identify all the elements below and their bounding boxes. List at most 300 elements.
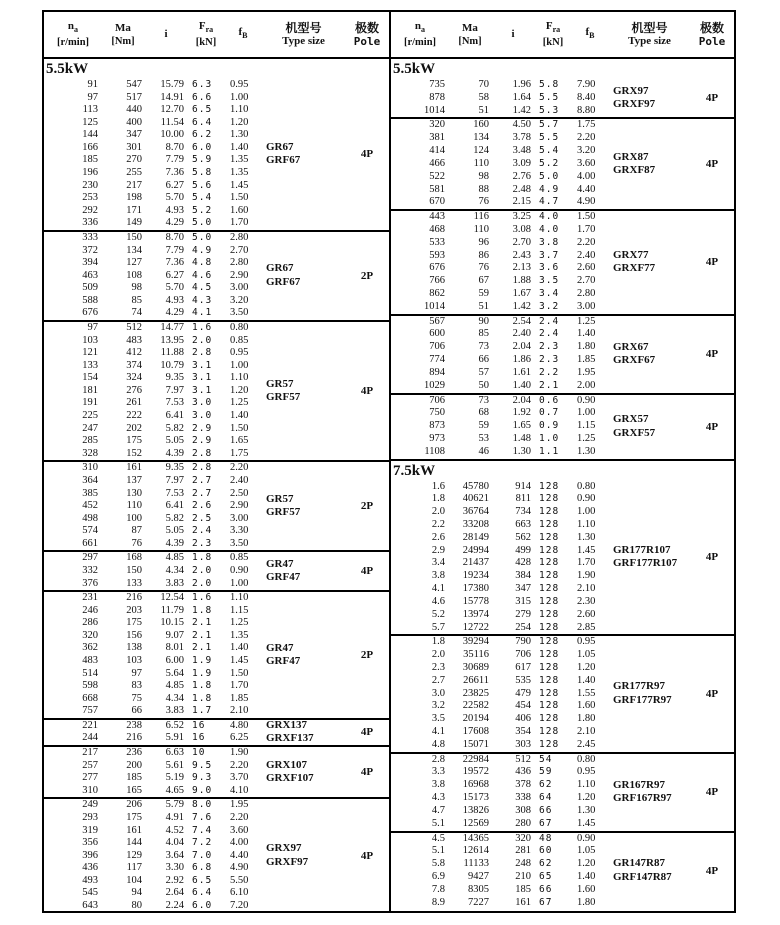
value-i: 5.82: [165, 512, 184, 524]
value-fra: 2.9: [192, 422, 213, 434]
value-ma: 30689: [462, 661, 489, 673]
table-left-half: [44, 12, 389, 911]
value-na: 225: [82, 410, 98, 422]
value-na: 285: [82, 435, 98, 447]
value-i: 2.64: [165, 887, 184, 899]
value-fra: 2.6: [192, 500, 213, 512]
value-ma: 68: [478, 407, 489, 419]
value-na: 593: [429, 249, 445, 261]
value-na: 676: [429, 262, 445, 274]
value-fra: 2.1: [539, 379, 560, 391]
value-i: 617: [515, 661, 531, 673]
value-fb: 1.10: [230, 104, 249, 116]
value-fra: 2.7: [192, 487, 213, 499]
value-ma: 87: [131, 525, 142, 537]
pole-value: 4P: [705, 864, 719, 877]
value-na: 1.6: [431, 480, 445, 492]
value-i: 6.41: [165, 410, 184, 422]
value-i: 3.08: [512, 223, 531, 235]
value-i: 7.79: [165, 154, 184, 166]
value-i: 3.78: [512, 132, 531, 144]
value-fb: 1.40: [230, 141, 249, 153]
value-fra: 6.3: [192, 79, 213, 90]
value-na: 247: [82, 422, 98, 434]
value-ma: 412: [126, 347, 142, 359]
value-ma: 15778: [462, 595, 489, 607]
pole-value: 4P: [705, 551, 719, 564]
value-na: 5.8: [431, 858, 445, 870]
value-na: 643: [82, 900, 98, 911]
value-i: 9.35: [165, 462, 184, 474]
value-ma: 22984: [462, 753, 489, 765]
value-na: 862: [429, 288, 445, 299]
value-fra: 3.7: [539, 249, 560, 261]
value-ma: 17608: [462, 726, 489, 737]
value-i: 185: [515, 883, 531, 895]
value-fb: 4.00: [230, 837, 249, 849]
value-fb: 2.80: [577, 288, 596, 299]
value-i: 562: [515, 531, 531, 543]
value-ma: 90: [478, 315, 489, 327]
value-ma: 74: [131, 307, 142, 319]
value-i: 303: [515, 738, 531, 750]
value-i: 5.70: [165, 192, 184, 204]
value-fra: 4.9: [192, 244, 213, 256]
value-fra: 54: [539, 753, 553, 765]
type-size-label: GRF47: [266, 655, 301, 668]
value-ma: 198: [126, 192, 142, 204]
value-na: 364: [82, 474, 98, 486]
value-i: 14.77: [160, 321, 184, 333]
value-ma: 8305: [468, 883, 489, 895]
value-ma: 66: [478, 354, 489, 366]
value-fra: 3.1: [192, 372, 213, 384]
value-i: 4.65: [165, 784, 184, 796]
spec-block: [44, 797, 389, 911]
value-fra: 128: [539, 544, 560, 556]
value-fra: 5.6: [192, 179, 213, 191]
type-size-cell: [262, 747, 345, 797]
value-i: 428: [515, 557, 531, 569]
value-na: 774: [429, 354, 445, 366]
value-fb: 2.20: [577, 132, 596, 144]
type-size-label: GRXF87: [613, 164, 656, 177]
value-na: 166: [82, 141, 98, 153]
header-pole-column: 极数 Pole: [353, 20, 381, 48]
value-fb: 3.60: [230, 824, 249, 836]
value-fb: 0.85: [230, 552, 249, 564]
value-na: 191: [82, 397, 98, 409]
value-i: 4.39: [165, 447, 184, 459]
header-torque-column: Ma [Nm]: [458, 21, 482, 47]
value-na: 706: [429, 394, 445, 406]
value-ma: 13826: [462, 804, 489, 816]
table-header-left: [44, 12, 389, 59]
value-na: 1014: [424, 104, 445, 116]
value-fra: 2.2: [539, 366, 560, 378]
value-na: 372: [82, 244, 98, 256]
value-fra: 2.7: [192, 474, 213, 486]
value-ma: 88: [478, 183, 489, 195]
value-fra: 7.6: [192, 811, 213, 823]
value-ma: 51: [478, 300, 489, 312]
value-fra: 128: [539, 570, 560, 582]
value-fra: 5.5: [539, 91, 560, 103]
value-fra: 2.3: [539, 354, 560, 366]
value-i: 1.65: [512, 420, 531, 432]
value-ma: 58: [478, 91, 489, 103]
value-na: 2.0: [431, 506, 445, 518]
value-i: 3.25: [512, 211, 531, 223]
spec-block: [44, 230, 389, 320]
type-size-cell: [609, 636, 690, 751]
value-ma: 276: [126, 384, 142, 396]
value-ma: 96: [478, 236, 489, 248]
value-ma: 12569: [462, 817, 489, 829]
value-ma: 168: [126, 552, 142, 564]
value-ma: 70: [478, 79, 489, 90]
value-ma: 14365: [462, 832, 489, 844]
value-ma: 270: [126, 154, 142, 166]
value-na: 545: [82, 887, 98, 899]
value-na: 376: [82, 577, 98, 589]
value-i: 4.29: [165, 217, 184, 229]
type-size-label: GRF57: [266, 506, 301, 519]
value-fb: 5.50: [230, 874, 249, 886]
value-i: 1.88: [512, 275, 531, 287]
value-ma: 59: [478, 288, 489, 299]
value-i: 10.15: [160, 617, 184, 629]
value-fb: 2.60: [577, 262, 596, 274]
type-size-label: GRX97: [266, 842, 302, 855]
value-na: 735: [429, 79, 445, 90]
value-fb: 1.50: [230, 422, 249, 434]
value-fra: 2.4: [539, 315, 560, 327]
type-size-cell: [262, 552, 345, 590]
value-fb: 7.90: [577, 79, 596, 90]
pole-value: 4P: [705, 687, 719, 700]
value-na: 253: [82, 192, 98, 204]
value-na: 8.9: [431, 896, 445, 908]
value-ma: 19572: [462, 766, 489, 778]
value-na: 185: [82, 154, 98, 166]
value-ma: 75: [131, 692, 142, 704]
pole-value: 4P: [360, 148, 374, 161]
value-fb: 1.80: [577, 341, 596, 353]
value-fb: 8.80: [577, 104, 596, 116]
value-i: 4.85: [165, 552, 184, 564]
value-ma: 110: [126, 500, 142, 512]
value-fb: 2.80: [230, 257, 249, 269]
value-ma: 149: [126, 217, 142, 229]
type-size-label: GRF47: [266, 571, 301, 584]
value-i: 4.39: [165, 537, 184, 549]
value-na: 2.2: [431, 519, 445, 530]
value-na: 2.6: [431, 531, 445, 543]
value-fra: 4.7: [539, 196, 560, 208]
value-fb: 1.70: [577, 223, 596, 235]
value-i: 5.70: [165, 282, 184, 294]
pole-value: 4P: [360, 385, 374, 398]
value-na: 2.7: [431, 674, 445, 686]
pole-value: 4P: [705, 92, 719, 105]
value-na: 6.9: [431, 870, 445, 882]
value-i: 11.54: [160, 116, 184, 128]
value-fb: 0.90: [577, 394, 596, 406]
value-na: 332: [82, 564, 98, 576]
value-fb: 2.10: [230, 705, 249, 717]
value-i: 3.48: [512, 145, 531, 157]
value-fb: 1.50: [230, 192, 249, 204]
value-i: 914: [515, 480, 531, 492]
value-na: 483: [82, 655, 98, 667]
value-fra: 1.1: [539, 445, 560, 457]
value-i: 10.00: [160, 129, 184, 141]
value-fra: 4.8: [192, 257, 213, 269]
value-ma: 110: [473, 157, 489, 169]
value-ma: 144: [126, 837, 142, 849]
value-na: 154: [82, 372, 98, 384]
value-fra: 128: [539, 519, 560, 530]
value-fb: 0.95: [230, 347, 249, 359]
value-i: 2.54: [512, 315, 531, 327]
value-i: 347: [515, 583, 531, 595]
value-fra: 2.5: [192, 512, 213, 524]
value-i: 8.70: [165, 231, 184, 243]
value-ma: 160: [473, 119, 489, 131]
value-na: 436: [82, 862, 98, 874]
value-ma: 23825: [462, 687, 489, 699]
value-na: 873: [429, 420, 445, 432]
value-fb: 1.30: [577, 804, 596, 816]
value-fb: 1.70: [230, 680, 249, 692]
value-ma: 26611: [463, 674, 489, 686]
value-i: 811: [515, 493, 531, 505]
value-na: 750: [429, 407, 445, 419]
value-fb: 1.55: [577, 687, 596, 699]
type-size-cell: [609, 79, 690, 117]
value-i: 12.54: [160, 592, 184, 604]
value-ma: 59: [478, 420, 489, 432]
value-i: 248: [515, 858, 531, 870]
type-size-label: GRX97: [613, 84, 649, 97]
value-ma: 39294: [462, 636, 489, 648]
value-fra: 3.0: [192, 410, 213, 422]
value-ma: 12722: [462, 621, 489, 633]
value-na: 144: [82, 129, 98, 141]
value-fra: 66: [539, 804, 553, 816]
value-fra: 67: [539, 896, 553, 908]
value-ma: 98: [478, 170, 489, 182]
type-size-cell: [262, 232, 345, 320]
value-fra: 2.8: [192, 347, 213, 359]
value-i: 6.63: [165, 747, 184, 759]
type-size-cell: [262, 462, 345, 550]
value-fb: 1.40: [577, 870, 596, 882]
value-fb: 1.60: [577, 883, 596, 895]
value-i: 2.70: [512, 236, 531, 248]
header-speed-column: $n_a$ [r/min]: [56, 19, 90, 49]
value-fb: 2.20: [230, 811, 249, 823]
value-i: 436: [515, 766, 531, 778]
value-fra: 5.8: [539, 79, 560, 90]
value-na: 706: [429, 341, 445, 353]
value-fra: 2.8: [192, 447, 213, 459]
value-i: 2.13: [512, 262, 531, 274]
value-fra: 65: [539, 870, 553, 882]
value-i: 210: [515, 870, 531, 882]
value-na: 598: [82, 680, 98, 692]
value-na: 5.7: [431, 621, 445, 633]
value-i: 3.83: [165, 705, 184, 717]
value-fb: 1.05: [577, 649, 596, 661]
type-size-label: GRF147R87: [613, 870, 672, 883]
value-fb: 1.65: [230, 435, 249, 447]
value-na: 297: [82, 552, 98, 564]
value-i: 5.79: [165, 799, 184, 811]
value-na: 121: [82, 347, 98, 359]
value-fb: 7.20: [230, 900, 249, 911]
value-ma: 40621: [462, 493, 489, 505]
value-fb: 1.00: [577, 506, 596, 518]
value-ma: 15173: [462, 792, 489, 804]
value-ma: 76: [478, 196, 489, 208]
type-size-cell: [262, 322, 345, 460]
value-fra: 2.1: [192, 617, 213, 629]
value-ma: 19234: [462, 570, 489, 582]
value-i: 2.40: [512, 328, 531, 340]
spec-block: [391, 209, 734, 314]
value-na: 246: [82, 604, 98, 616]
value-na: 4.6: [431, 595, 445, 607]
value-ma: 46: [478, 445, 489, 457]
value-na: 221: [82, 719, 98, 731]
value-i: 161: [515, 896, 531, 908]
value-na: 567: [429, 315, 445, 327]
value-fb: 3.70: [230, 772, 249, 784]
value-fra: 2.8: [192, 462, 213, 474]
value-ma: 301: [126, 141, 142, 153]
value-na: 452: [82, 500, 98, 512]
value-na: 103: [82, 334, 98, 346]
value-fra: 6.5: [192, 104, 213, 116]
value-fb: 3.30: [230, 525, 249, 537]
value-fb: 1.25: [230, 617, 249, 629]
value-fb: 1.20: [230, 116, 249, 128]
spec-block: [44, 320, 389, 460]
value-ma: 133: [126, 577, 142, 589]
value-na: 498: [82, 512, 98, 524]
value-fb: 1.25: [230, 397, 249, 409]
value-i: 1.92: [512, 407, 531, 419]
value-na: 3.8: [431, 779, 445, 791]
value-fra: 3.1: [192, 384, 213, 396]
value-fra: 128: [539, 583, 560, 595]
value-ma: 86: [478, 249, 489, 261]
value-na: 3.8: [431, 570, 445, 582]
value-fb: 2.10: [577, 726, 596, 737]
value-fb: 0.90: [577, 493, 596, 505]
value-na: 113: [82, 104, 98, 116]
spec-block: [391, 752, 734, 831]
value-ma: 222: [126, 410, 142, 422]
value-fra: 3.2: [539, 300, 560, 312]
value-fra: 128: [539, 595, 560, 607]
value-i: 3.09: [512, 157, 531, 169]
table-right-half: [389, 12, 734, 911]
value-na: 757: [82, 705, 98, 717]
value-fra: 128: [539, 726, 560, 737]
value-fra: 128: [539, 506, 560, 518]
value-na: 310: [82, 784, 98, 796]
value-ma: 374: [126, 359, 142, 371]
value-i: 338: [515, 792, 531, 804]
value-ma: 50: [478, 379, 489, 391]
type-size-label: GRXF57: [613, 426, 656, 439]
value-fb: 1.20: [577, 858, 596, 870]
value-fra: 5.8: [192, 167, 213, 179]
type-size-label: GRF177R107: [613, 557, 678, 570]
value-fb: 2.70: [230, 244, 249, 256]
value-na: 181: [82, 384, 98, 396]
pole-value: 4P: [705, 348, 719, 361]
value-fra: 7.0: [192, 849, 213, 861]
value-ma: 255: [126, 167, 142, 179]
value-fb: 4.80: [230, 719, 249, 731]
value-fb: 0.80: [230, 321, 249, 333]
value-na: 292: [82, 204, 98, 216]
value-i: 281: [515, 845, 531, 857]
value-ma: 110: [473, 223, 489, 235]
value-na: 97: [87, 321, 98, 333]
value-na: 3.3: [431, 766, 445, 778]
value-fb: 1.45: [577, 817, 596, 829]
value-na: 362: [82, 642, 98, 654]
value-fb: 1.90: [230, 747, 249, 759]
type-size-cell: [262, 799, 345, 911]
value-ma: 203: [126, 604, 142, 616]
value-fra: 60: [539, 845, 553, 857]
value-na: 588: [82, 294, 98, 306]
value-i: 7.36: [165, 257, 184, 269]
value-na: 2.0: [431, 649, 445, 661]
header-type-size-column: 机型号 Type size: [282, 20, 325, 47]
value-fb: 3.20: [577, 145, 596, 157]
value-fra: 1.6: [192, 592, 213, 604]
value-fra: 128: [539, 531, 560, 543]
value-na: 973: [429, 432, 445, 444]
value-fra: 66: [539, 883, 553, 895]
value-fra: 9.3: [192, 772, 213, 784]
type-size-label: GRXF107: [266, 772, 314, 785]
value-na: 4.8: [431, 738, 445, 750]
value-na: 2.3: [431, 661, 445, 673]
value-fra: 128: [539, 687, 560, 699]
pole-value: 4P: [360, 565, 374, 578]
value-i: 1.42: [512, 300, 531, 312]
value-ma: 45780: [462, 480, 489, 492]
value-na: 396: [82, 849, 98, 861]
spec-block: [391, 117, 734, 209]
value-ma: 116: [473, 211, 489, 223]
value-ma: 261: [126, 397, 142, 409]
value-ma: 156: [126, 629, 142, 641]
value-i: 2.15: [512, 196, 531, 208]
value-ma: 35116: [463, 649, 489, 661]
value-i: 280: [515, 817, 531, 829]
value-fra: 128: [539, 480, 560, 492]
value-na: 385: [82, 487, 98, 499]
